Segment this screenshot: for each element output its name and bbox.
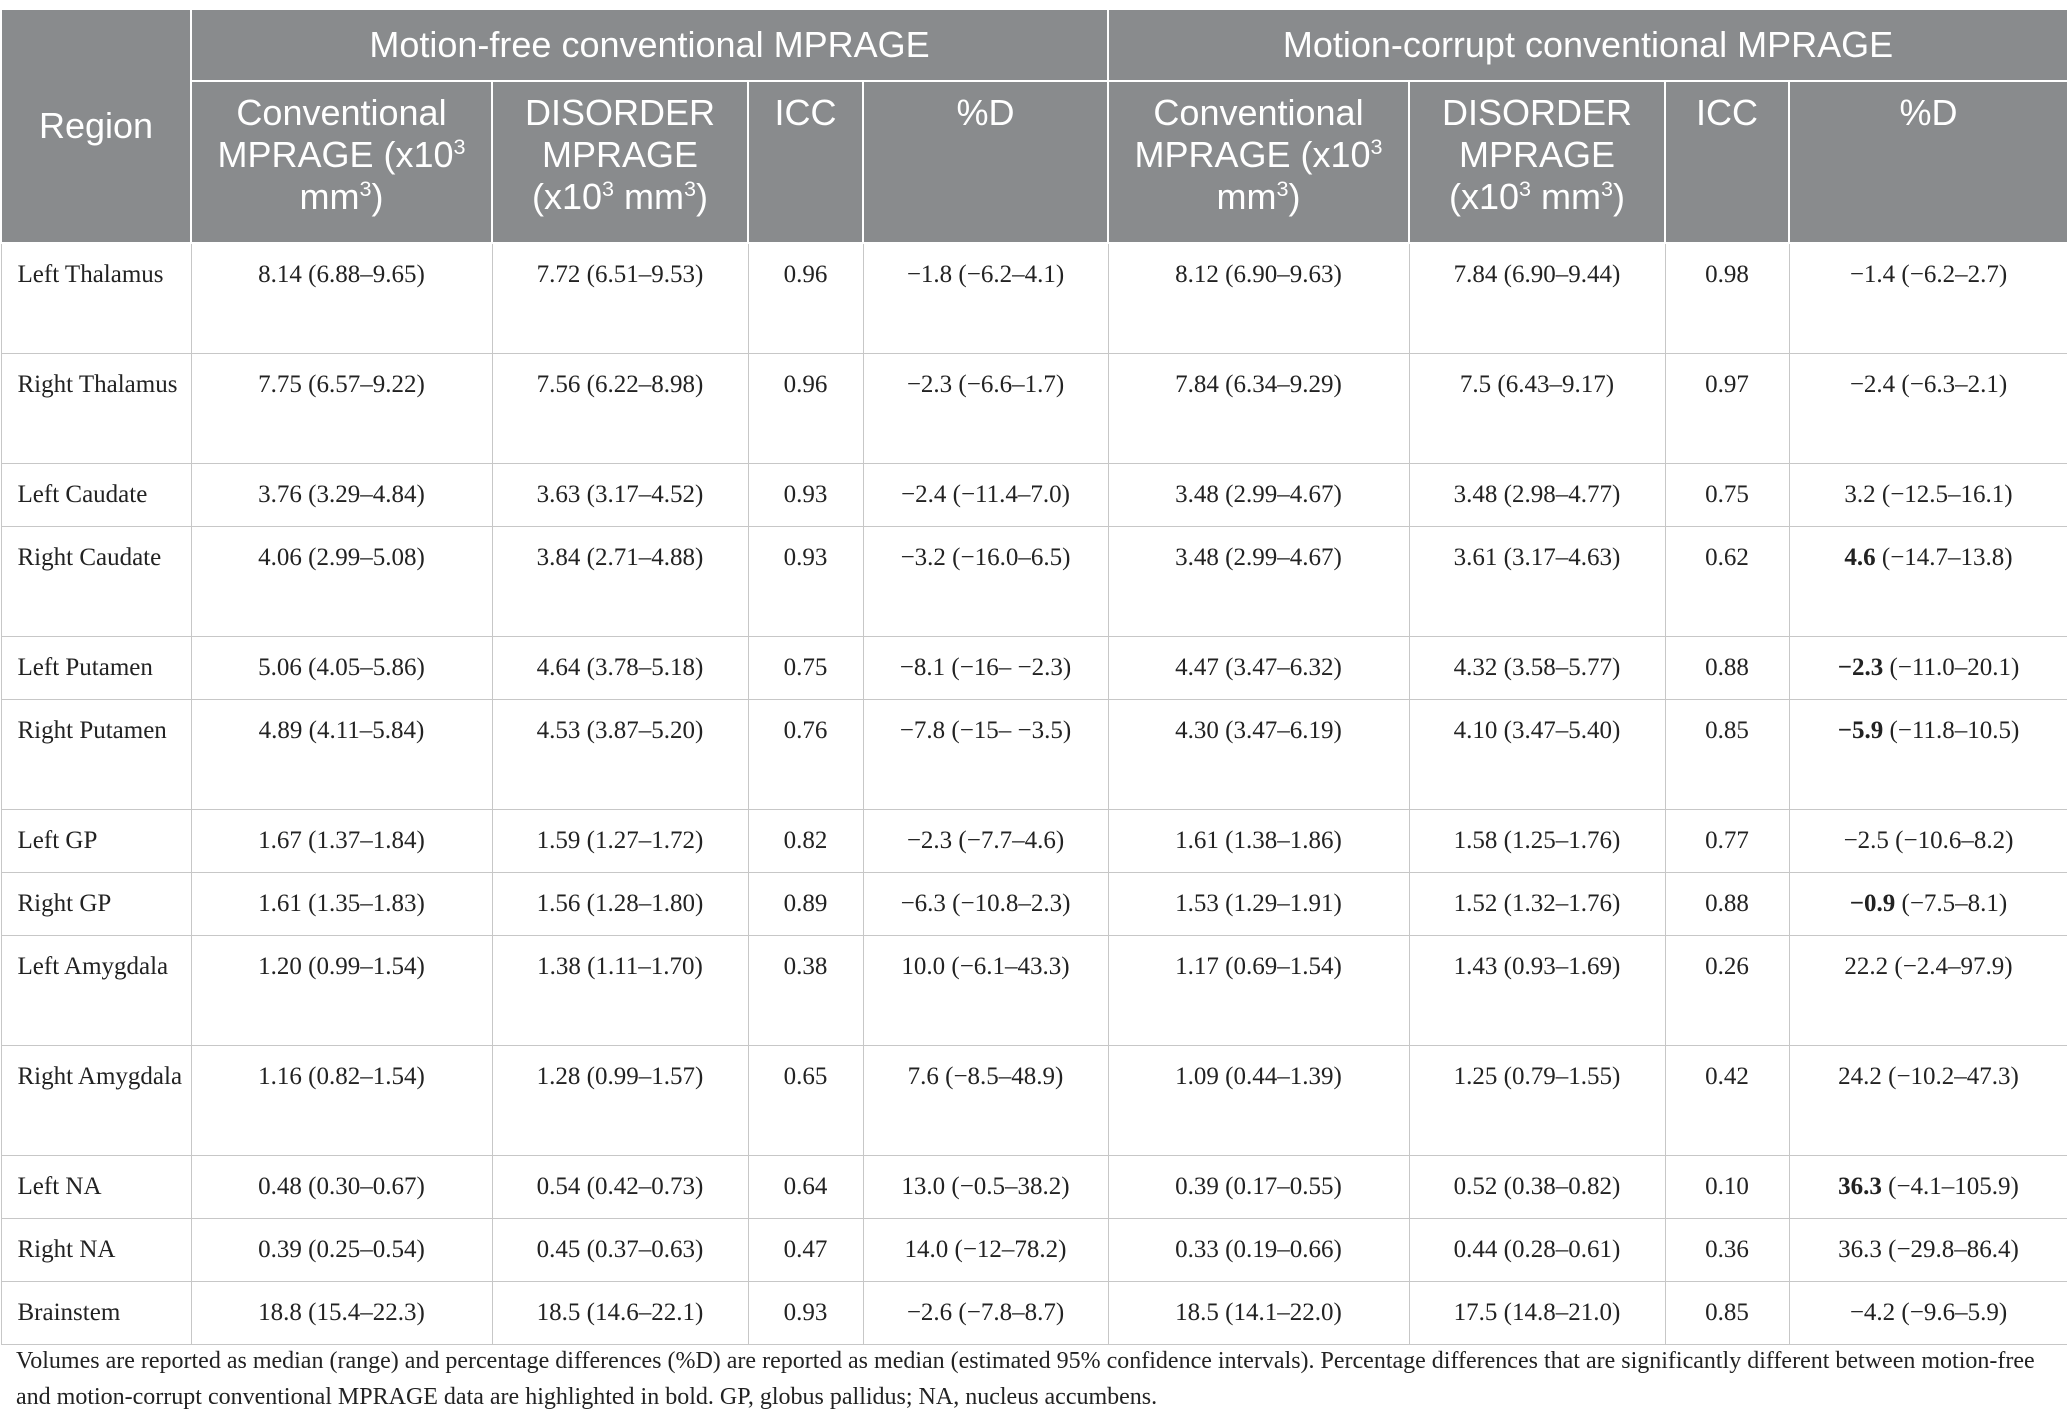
mc-icc-cell: 0.98 xyxy=(1665,243,1789,354)
mf-disorder-cell: 1.56 (1.28–1.80) xyxy=(492,873,748,936)
region-cell: Brainstem xyxy=(1,1282,191,1345)
mc-pd-cell: 3.2 (−12.5–16.1) xyxy=(1789,464,2067,527)
mc-pd-cell: −5.9 (−11.8–10.5) xyxy=(1789,700,2067,810)
mc-conventional-cell: 3.48 (2.99–4.67) xyxy=(1108,464,1409,527)
mc-conventional-cell: 18.5 (14.1–22.0) xyxy=(1108,1282,1409,1345)
mf-disorder-cell: 0.45 (0.37–0.63) xyxy=(492,1219,748,1282)
mc-conventional-cell: 4.30 (3.47–6.19) xyxy=(1108,700,1409,810)
mf-icc-cell: 0.93 xyxy=(748,527,863,637)
mc-disorder-cell: 4.32 (3.58–5.77) xyxy=(1409,637,1665,700)
mf-icc-cell: 0.76 xyxy=(748,700,863,810)
mf-pd-cell: −2.6 (−7.8–8.7) xyxy=(863,1282,1108,1345)
mf-icc-cell: 0.75 xyxy=(748,637,863,700)
mf-icc-cell: 0.64 xyxy=(748,1156,863,1219)
mf-conventional-cell: 1.61 (1.35–1.83) xyxy=(191,873,492,936)
mf-icc-cell: 0.89 xyxy=(748,873,863,936)
table-row xyxy=(1,354,2067,464)
mf-pd-cell: −2.4 (−11.4–7.0) xyxy=(863,464,1108,527)
mc-pd-cell: −2.4 (−6.3–2.1) xyxy=(1789,354,2067,464)
motion-free-group-header: Motion-free conventional MPRAGE xyxy=(191,9,1108,81)
region-cell: Left NA xyxy=(1,1156,191,1219)
mc-disorder-cell: 0.44 (0.28–0.61) xyxy=(1409,1219,1665,1282)
mc-icc-cell: 0.26 xyxy=(1665,936,1789,1046)
mf-pd-cell: 13.0 (−0.5–38.2) xyxy=(863,1156,1108,1219)
mf-disorder-cell: 4.53 (3.87–5.20) xyxy=(492,700,748,810)
mf-conventional-cell: 5.06 (4.05–5.86) xyxy=(191,637,492,700)
mc-pd-cell: −2.5 (−10.6–8.2) xyxy=(1789,810,2067,873)
mf-conventional-cell: 8.14 (6.88–9.65) xyxy=(191,243,492,354)
mf-pd-cell: 10.0 (−6.1–43.3) xyxy=(863,936,1108,1046)
mf-icc-header: ICC xyxy=(748,81,863,243)
mc-conventional-cell: 0.33 (0.19–0.66) xyxy=(1108,1219,1409,1282)
mf-icc-cell: 0.96 xyxy=(748,243,863,354)
mc-disorder-cell: 1.52 (1.32–1.76) xyxy=(1409,873,1665,936)
mc-icc-cell: 0.62 xyxy=(1665,527,1789,637)
mf-disorder-cell: 3.84 (2.71–4.88) xyxy=(492,527,748,637)
mc-icc-cell: 0.88 xyxy=(1665,637,1789,700)
mf-conventional-cell: 4.06 (2.99–5.08) xyxy=(191,527,492,637)
region-cell: Right GP xyxy=(1,873,191,936)
region-cell: Right NA xyxy=(1,1219,191,1282)
table-row xyxy=(1,810,2067,873)
mc-icc-cell: 0.88 xyxy=(1665,873,1789,936)
mf-disorder-cell: 7.72 (6.51–9.53) xyxy=(492,243,748,354)
table-row xyxy=(1,527,2067,637)
mc-pd-cell: 36.3 (−4.1–105.9) xyxy=(1789,1156,2067,1219)
mf-disorder-cell: 1.28 (0.99–1.57) xyxy=(492,1046,748,1156)
mc-icc-cell: 0.36 xyxy=(1665,1219,1789,1282)
mf-conventional-header: Conventional MPRAGE ($x10^3$ $mm^3$) xyxy=(191,81,492,243)
mf-icc-cell: 0.47 xyxy=(748,1219,863,1282)
mc-icc-cell: 0.42 xyxy=(1665,1046,1789,1156)
region-cell: Left Amygdala xyxy=(1,936,191,1046)
mc-disorder-cell: 1.25 (0.79–1.55) xyxy=(1409,1046,1665,1156)
mf-conventional-cell: 1.16 (0.82–1.54) xyxy=(191,1046,492,1156)
mf-disorder-cell: 3.63 (3.17–4.52) xyxy=(492,464,748,527)
table-row xyxy=(1,1282,2067,1345)
mf-conventional-cell: 0.39 (0.25–0.54) xyxy=(191,1219,492,1282)
region-cell: Left GP xyxy=(1,810,191,873)
mc-pd-cell: −2.3 (−11.0–20.1) xyxy=(1789,637,2067,700)
table-row xyxy=(1,1219,2067,1282)
table-row xyxy=(1,700,2067,810)
mc-pd-cell: 22.2 (−2.4–97.9) xyxy=(1789,936,2067,1046)
mc-disorder-cell: 17.5 (14.8–21.0) xyxy=(1409,1282,1665,1345)
mf-conventional-cell: 4.89 (4.11–5.84) xyxy=(191,700,492,810)
mf-conventional-cell: 0.48 (0.30–0.67) xyxy=(191,1156,492,1219)
mc-conventional-cell: 1.09 (0.44–1.39) xyxy=(1108,1046,1409,1156)
mc-icc-cell: 0.10 xyxy=(1665,1156,1789,1219)
table-footnote: Volumes are reported as median (range) and percentage differences (%D) are reported as median (estimated 95% confidence intervals). Percentage differences that are significantly different between motion-free and motion-corrupt conventional MPRAGE data are highlighted in bold. GP, globus pallidus; NA, nucleus accumbens. xyxy=(16,1348,2035,1410)
region-cell: Left Caudate xyxy=(1,464,191,527)
volumes-table xyxy=(0,8,2067,1345)
region-header: Region xyxy=(1,9,191,243)
mc-disorder-cell: 0.52 (0.38–0.82) xyxy=(1409,1156,1665,1219)
mc-conventional-cell: 4.47 (3.47–6.32) xyxy=(1108,637,1409,700)
mc-conventional-cell: 8.12 (6.90–9.63) xyxy=(1108,243,1409,354)
mf-conventional-cell: 1.20 (0.99–1.54) xyxy=(191,936,492,1046)
mf-pd-cell: −2.3 (−7.7–4.6) xyxy=(863,810,1108,873)
mc-pd-cell: −4.2 (−9.6–5.9) xyxy=(1789,1282,2067,1345)
mf-disorder-header: DISORDER MPRAGE ($x10^3$ $mm^3$) xyxy=(492,81,748,243)
mc-disorder-cell: 4.10 (3.47–5.40) xyxy=(1409,700,1665,810)
mc-icc-cell: 0.85 xyxy=(1665,700,1789,810)
mf-icc-cell: 0.38 xyxy=(748,936,863,1046)
mf-disorder-cell: 4.64 (3.78–5.18) xyxy=(492,637,748,700)
mf-pd-cell: −3.2 (−16.0–6.5) xyxy=(863,527,1108,637)
mf-disorder-cell: 7.56 (6.22–8.98) xyxy=(492,354,748,464)
table-row xyxy=(1,873,2067,936)
mf-disorder-cell: 1.59 (1.27–1.72) xyxy=(492,810,748,873)
mc-conventional-cell: 3.48 (2.99–4.67) xyxy=(1108,527,1409,637)
mc-conventional-cell: 0.39 (0.17–0.55) xyxy=(1108,1156,1409,1219)
mc-icc-cell: 0.77 xyxy=(1665,810,1789,873)
mf-pd-cell: −1.8 (−6.2–4.1) xyxy=(863,243,1108,354)
table-row xyxy=(1,464,2067,527)
mc-pd-header: %D xyxy=(1789,81,2067,243)
table-row xyxy=(1,637,2067,700)
mc-conventional-cell: 7.84 (6.34–9.29) xyxy=(1108,354,1409,464)
mc-disorder-cell: 3.61 (3.17–4.63) xyxy=(1409,527,1665,637)
mc-icc-cell: 0.75 xyxy=(1665,464,1789,527)
mf-pd-cell: −7.8 (−15– −3.5) xyxy=(863,700,1108,810)
mf-icc-cell: 0.93 xyxy=(748,1282,863,1345)
mf-conventional-cell: 3.76 (3.29–4.84) xyxy=(191,464,492,527)
mf-pd-cell: 7.6 (−8.5–48.9) xyxy=(863,1046,1108,1156)
table-row xyxy=(1,1156,2067,1219)
mf-pd-cell: −6.3 (−10.8–2.3) xyxy=(863,873,1108,936)
mf-icc-cell: 0.93 xyxy=(748,464,863,527)
mf-conventional-cell: 7.75 (6.57–9.22) xyxy=(191,354,492,464)
mc-conventional-cell: 1.53 (1.29–1.91) xyxy=(1108,873,1409,936)
mc-pd-cell: 4.6 (−14.7–13.8) xyxy=(1789,527,2067,637)
mc-icc-cell: 0.85 xyxy=(1665,1282,1789,1345)
mc-conventional-cell: 1.61 (1.38–1.86) xyxy=(1108,810,1409,873)
mc-pd-cell: 36.3 (−29.8–86.4) xyxy=(1789,1219,2067,1282)
table-row xyxy=(1,1046,2067,1156)
mf-pd-cell: −2.3 (−6.6–1.7) xyxy=(863,354,1108,464)
mc-icc-cell: 0.97 xyxy=(1665,354,1789,464)
mc-conventional-header: Conventional MPRAGE ($x10^3$ $mm^3$) xyxy=(1108,81,1409,243)
region-cell: Right Amygdala xyxy=(1,1046,191,1156)
region-cell: Left Thalamus xyxy=(1,243,191,354)
mc-disorder-cell: 3.48 (2.98–4.77) xyxy=(1409,464,1665,527)
region-cell: Right Caudate xyxy=(1,527,191,637)
mf-icc-cell: 0.65 xyxy=(748,1046,863,1156)
mc-pd-cell: −1.4 (−6.2–2.7) xyxy=(1789,243,2067,354)
mf-disorder-cell: 18.5 (14.6–22.1) xyxy=(492,1282,748,1345)
mc-pd-cell: 24.2 (−10.2–47.3) xyxy=(1789,1046,2067,1156)
table-row xyxy=(1,243,2067,354)
mc-disorder-cell: 1.58 (1.25–1.76) xyxy=(1409,810,1665,873)
mc-pd-cell: −0.9 (−7.5–8.1) xyxy=(1789,873,2067,936)
region-cell: Left Putamen xyxy=(1,637,191,700)
mf-pd-header: %D xyxy=(863,81,1108,243)
mc-icc-header: ICC xyxy=(1665,81,1789,243)
mf-icc-cell: 0.82 xyxy=(748,810,863,873)
mf-conventional-cell: 1.67 (1.37–1.84) xyxy=(191,810,492,873)
mf-pd-cell: −8.1 (−16– −2.3) xyxy=(863,637,1108,700)
mc-disorder-cell: 7.5 (6.43–9.17) xyxy=(1409,354,1665,464)
mf-icc-cell: 0.96 xyxy=(748,354,863,464)
mc-disorder-cell: 7.84 (6.90–9.44) xyxy=(1409,243,1665,354)
region-cell: Right Thalamus xyxy=(1,354,191,464)
mc-disorder-header: DISORDER MPRAGE ($x10^3$ $mm^3$) xyxy=(1409,81,1665,243)
mf-disorder-cell: 0.54 (0.42–0.73) xyxy=(492,1156,748,1219)
mf-pd-cell: 14.0 (−12–78.2) xyxy=(863,1219,1108,1282)
table-row xyxy=(1,936,2067,1046)
mf-conventional-cell: 18.8 (15.4–22.3) xyxy=(191,1282,492,1345)
mf-disorder-cell: 1.38 (1.11–1.70) xyxy=(492,936,748,1046)
motion-corrupt-group-header: Motion-corrupt conventional MPRAGE xyxy=(1108,9,2067,81)
mc-disorder-cell: 1.43 (0.93–1.69) xyxy=(1409,936,1665,1046)
mc-conventional-cell: 1.17 (0.69–1.54) xyxy=(1108,936,1409,1046)
region-cell: Right Putamen xyxy=(1,700,191,810)
